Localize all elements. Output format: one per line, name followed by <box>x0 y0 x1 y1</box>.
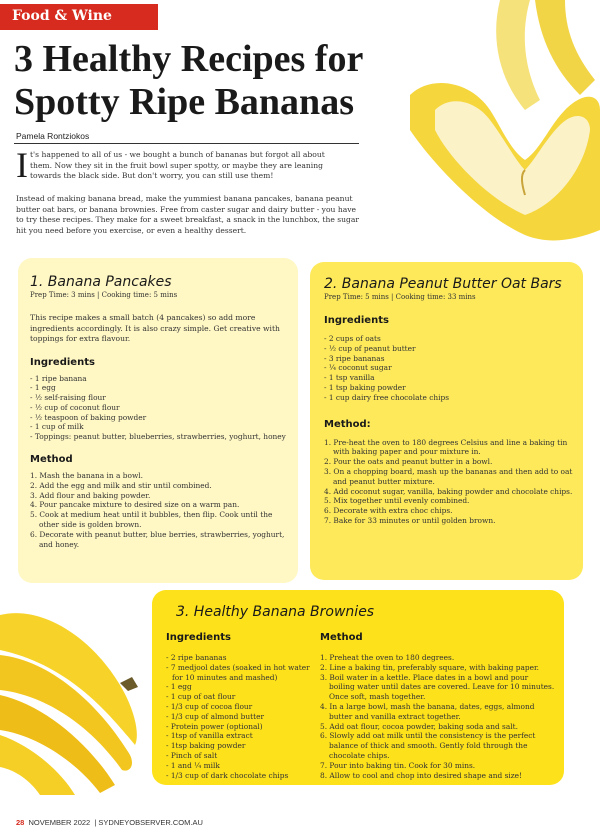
drop-cap: I <box>16 145 28 185</box>
list-item: - ½ cup of coconut flour <box>30 402 120 412</box>
list-item: 6. Slowly add oat milk until the consistency is the perfect balance of thick and smooth. Gently fold through the chocolate chips. <box>320 731 536 760</box>
ingredients-heading: Ingredients <box>30 356 95 368</box>
list-item: - Toppings: peanut butter, blueberries, strawberries, yoghurt, honey <box>30 432 286 442</box>
ingredients-list <box>166 653 316 780</box>
list-item: - 2 ripe bananas <box>166 653 227 662</box>
list-item: 6. Decorate with peanut butter, blue berries, strawberries, yoghurt, and honey. <box>30 529 285 549</box>
list-item: - 1tsp of vanilla extract <box>166 731 253 741</box>
list-item: 1. Mash the banana in a bowl. <box>30 471 143 481</box>
list-item: - Protein power (optional) <box>166 721 263 731</box>
article-title <box>14 38 394 124</box>
list-item: 4. Pour pancake mixture to desired size on a warm pan. <box>30 500 240 510</box>
list-item: - 1 ripe banana <box>30 373 87 383</box>
list-item: - 1 and ¼ milk <box>166 760 220 770</box>
list-item: 4. Add coconut sugar, vanilla, baking powder and chocolate chips. <box>324 486 573 496</box>
list-item: - 1 cup of oat flour <box>166 692 236 702</box>
intro-paragraph-1: It's happened to all of us - we bought a bunch of bananas but forgot all about them. Now they sit in the fruit bowl super spotty, or maybe they are leaning towards the black side. But don't worry, you can still use them! <box>16 145 325 185</box>
list-item: 2. Pour the oats and peanut butter in a bowl. <box>324 457 493 467</box>
list-item: - 1/3 cup of almond butter <box>166 711 265 721</box>
recipe-card-banana-brownies <box>152 590 564 785</box>
list-item: 5. Add oat flour, cocoa powder, baking soda and salt. <box>320 721 518 731</box>
banana-bunch-image <box>0 595 160 795</box>
list-item: 5. Cook at medium heat until it bubbles, then flip. Cook until the other side is golden brown. <box>30 510 273 530</box>
section-tag: Food & Wine <box>0 4 158 30</box>
list-item: - 1/3 cup of dark chocolate chips <box>166 770 289 780</box>
list-item: - ½ teaspoon of baking powder <box>30 412 147 422</box>
list-item: 4. In a large bowl, mash the banana, dates, eggs, almond butter and vanilla extract together. <box>320 701 535 721</box>
recipe-card-banana-pancakes <box>18 258 298 583</box>
list-item: - 1/3 cup of cocoa flour <box>166 701 253 711</box>
ingredients-heading: Ingredients <box>324 315 389 326</box>
prep-time: Prep Time: 5 mins | Cooking time: 33 mins <box>324 293 476 301</box>
list-item: 1. Preheat the oven to 180 degrees. <box>320 653 455 662</box>
list-item: - 1 cup dairy free chocolate chips <box>324 392 449 402</box>
list-item: 8. Allow to cool and chop into desired shape and size! <box>320 770 522 780</box>
recipe-title: 1. Banana Pancakes <box>30 274 172 290</box>
list-item: 2. Line a baking tin, preferably square, with baking paper. <box>320 662 540 672</box>
byline-divider <box>14 143 359 144</box>
page-footer: 28 NOVEMBER 2022 | SYDNEYOBSERVER.COM.AU <box>16 818 203 827</box>
list-item: - ½ cup of peanut butter <box>324 343 416 353</box>
title-line-2: Spotty Ripe Bananas <box>14 81 354 123</box>
ingredients-heading: Ingredients <box>166 632 231 643</box>
list-item: 6. Decorate with extra choc chips. <box>324 506 453 516</box>
title-line-1: 3 Healthy Recipes for <box>14 38 364 80</box>
method-list <box>324 438 574 526</box>
list-item: 3. Add flour and baking powder. <box>30 490 151 500</box>
list-item: - 1 tsp vanilla <box>324 373 375 383</box>
byline: Pamela Rontziokos <box>16 131 90 141</box>
method-heading: Method <box>30 454 73 466</box>
prep-time: Prep Time: 3 mins | Cooking time: 5 mins <box>30 291 178 299</box>
list-item: - ¼ coconut sugar <box>324 363 392 373</box>
list-item: 7. Bake for 33 minutes or until golden brown. <box>324 515 496 525</box>
list-item: - 1 egg <box>166 682 192 692</box>
list-item: - 1 tsp baking powder <box>324 382 406 392</box>
list-item: 3. On a chopping board, mash up the bananas and then add to oat and peanut butter mixture. <box>324 466 573 486</box>
page-number: 28 <box>16 818 25 827</box>
method-heading: Method <box>320 632 363 643</box>
site-url: SYDNEYOBSERVER.COM.AU <box>98 818 203 827</box>
recipe-card-oat-bars <box>310 262 583 580</box>
method-heading: Method: <box>324 418 371 430</box>
intro-paragraph-2: Instead of making banana bread, make the yummiest banana pancakes, banana peanut butter oat bars, or banana brownies. Free from caster sugar and dairy butter - you have to try these recipes. They make for a sweet breakfast, a snack in the lunchbox, the sugar hit you need before you exercise, or even a healthy dessert. <box>16 194 360 235</box>
list-item: - ½ self-raising flour <box>30 393 106 403</box>
recipe-title: 2. Banana Peanut Butter Oat Bars <box>324 276 562 292</box>
recipe-title: 3. Healthy Banana Brownies <box>176 604 375 620</box>
list-item: 2. Add the egg and milk and stir until combined. <box>30 480 212 490</box>
ingredients-list <box>324 334 574 403</box>
list-item: - 3 ripe bananas <box>324 353 385 363</box>
method-list <box>320 653 556 780</box>
list-item: 5. Mix together until evenly combined. <box>324 496 470 506</box>
list-item: - 7 medjool dates (soaked in hot water for 10 minutes and mashed) <box>166 662 310 682</box>
list-item: 3. Boil water in a kettle. Place dates in a bowl and pour boiling water until dates are covered. Leave for 10 minutes. Once soft, mash together. <box>320 672 555 702</box>
list-item: 1. Pre-heat the oven to 180 degrees Celsius and line a baking tin with baking paper and pour mixture in. <box>324 437 568 457</box>
ingredients-list <box>30 374 292 443</box>
method-list <box>30 471 292 549</box>
list-item: - 1tsp baking powder <box>166 741 246 751</box>
list-item: - 1 egg <box>30 383 56 393</box>
issue-date: NOVEMBER 2022 <box>28 818 91 827</box>
recipe-description: This recipe makes a small batch (4 pancakes) so add more ingredients accordingly. It is also crazy simple. Get creative with toppings for extra flavour. <box>30 313 280 343</box>
list-item: - 1 cup of milk <box>30 422 84 432</box>
list-item: 7. Pour into baking tin. Cook for 30 mins. <box>320 760 476 770</box>
list-item: - 2 cups of oats <box>324 334 381 343</box>
list-item: - Pinch of salt <box>166 750 218 760</box>
